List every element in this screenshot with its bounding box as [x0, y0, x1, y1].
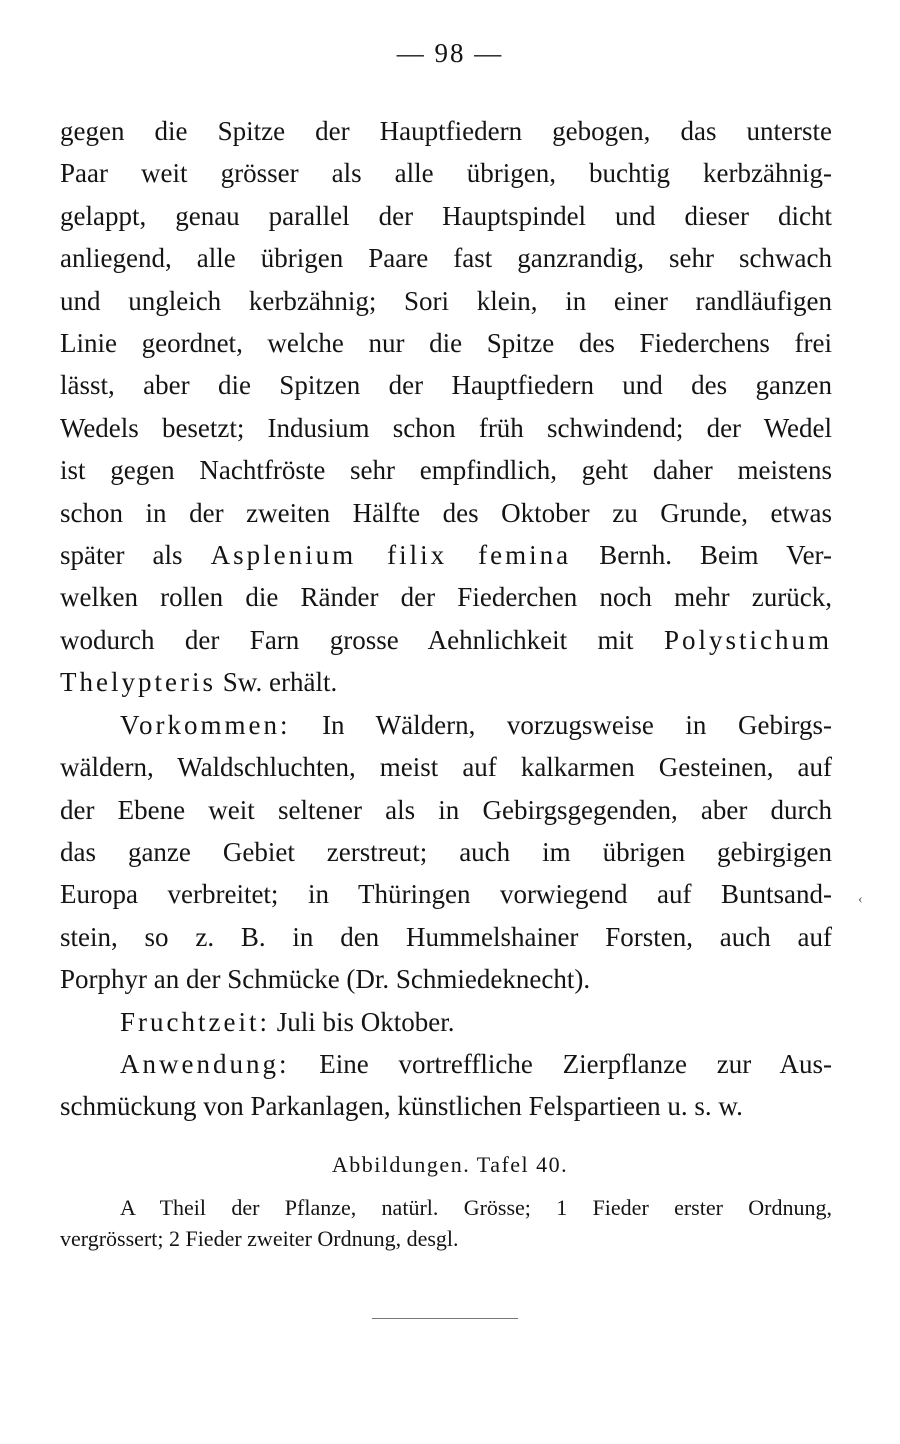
text-segment: stein, so z. B. in den Hummelshainer Forsten, auch auf: [60, 921, 832, 952]
text-segment: anliegend, alle übrigen Paare fast ganzrandig, sehr schwach: [60, 243, 832, 274]
spaced-term: Anwendung:: [120, 1048, 290, 1079]
text-segment: gelappt, genau parallel der Hauptspindel und dieser dicht: [60, 200, 832, 231]
text-line: [60, 1192, 832, 1223]
text-segment: lässt, aber die Spitzen der Hauptfiedern und des ganzen: [60, 370, 832, 401]
text-line: [60, 1223, 832, 1254]
text-segment: das ganze Gebiet zerstreut; auch im übrigen gebirgigen: [60, 836, 832, 867]
text-segment: A Theil der Pflanze, natürl. Grösse; 1 Fieder erster Ordnung,: [120, 1195, 832, 1220]
text-line: [60, 789, 832, 831]
end-rule: [372, 1318, 518, 1319]
text-line: [60, 534, 832, 576]
text-line: [60, 364, 832, 406]
text-line: [60, 110, 832, 152]
text-segment: wodurch der Farn grosse Aehnlichkeit mit: [60, 624, 664, 655]
text-segment: Paar weit grösser als alle übrigen, buchtig kerbzähnig-: [60, 158, 832, 189]
spaced-term: Vorkommen:: [120, 709, 291, 740]
text-line: [60, 746, 832, 788]
text-line: [60, 492, 832, 534]
text-line: [60, 152, 832, 194]
text-segment: In Wäldern, vorzugsweise in Gebirgs-: [290, 709, 832, 740]
text-line: [60, 958, 832, 1000]
text-segment: Porphyr an der Schmücke (Dr. Schmiedeknecht).: [60, 964, 591, 995]
text-line: [60, 449, 832, 491]
text-segment: und ungleich kerbzähnig; Sori klein, in einer randläufigen: [60, 285, 832, 316]
text-line: [60, 280, 832, 322]
text-line: [60, 195, 832, 237]
text-line: [60, 619, 832, 661]
text-segment: gegen die Spitze der Hauptfiedern gebogen, das unterste: [60, 116, 832, 146]
text-line: [60, 576, 832, 618]
spaced-term: Fruchtzeit:: [120, 1006, 270, 1037]
text-line: [60, 1085, 832, 1127]
text-segment: wäldern, Waldschluchten, meist auf kalkarmen Gesteinen, auf: [60, 752, 832, 783]
text-line: [60, 237, 832, 279]
margin-mark: ‹: [858, 892, 863, 907]
text-segment: schmückung von Parkanlagen, künstlichen Felspartieen u. s. w.: [60, 1091, 743, 1122]
figure-caption-title: Abbildungen. Tafel 40.: [331, 1152, 569, 1177]
spaced-term: Thelypteris: [60, 667, 216, 698]
text-segment: Juli bis Oktober.: [269, 1006, 455, 1037]
text-line: [60, 873, 832, 915]
text-segment: Bernh. Beim Ver-: [571, 540, 832, 571]
page-number: — 98 —: [396, 38, 504, 68]
text-line: [60, 407, 832, 449]
text-segment: Wedels besetzt; Indusium schon früh schwindend; der Wedel: [60, 412, 832, 443]
text-line: [60, 1001, 832, 1043]
text-segment: ist gegen Nachtfröste sehr empfindlich, geht daher meistens: [60, 455, 832, 486]
text-line: [60, 831, 832, 873]
text-segment: Sw. erhält.: [215, 667, 338, 698]
text-line: [60, 1043, 832, 1085]
text-segment: Europa verbreitet; in Thüringen vorwiegend auf Buntsand-: [60, 879, 832, 910]
text-segment: Eine vortreffliche Zierpflanze zur Aus-: [289, 1048, 832, 1079]
text-segment: welken rollen die Ränder der Fiederchen noch mehr zurück,: [60, 582, 832, 613]
figure-caption: [60, 1192, 832, 1254]
text-line: [60, 322, 832, 364]
text-segment: vergrössert; 2 Fieder zweiter Ordnung, desgl.: [60, 1226, 459, 1251]
text-segment: schon in der zweiten Hälfte des Oktober zu Grunde, etwas: [60, 497, 832, 528]
text-line: [60, 704, 832, 746]
text-segment: später als: [60, 540, 211, 571]
body-text: [60, 110, 832, 1128]
text-segment: der Ebene weit seltener als in Gebirgsgegenden, aber durch: [60, 794, 832, 825]
text-line: [60, 661, 832, 703]
text-line: [60, 916, 832, 958]
text-segment: Linie geordnet, welche nur die Spitze des Fiederchens frei: [60, 328, 832, 359]
spaced-term: Asplenium filix femina: [210, 540, 572, 571]
spaced-term: Polystichum: [663, 624, 832, 655]
